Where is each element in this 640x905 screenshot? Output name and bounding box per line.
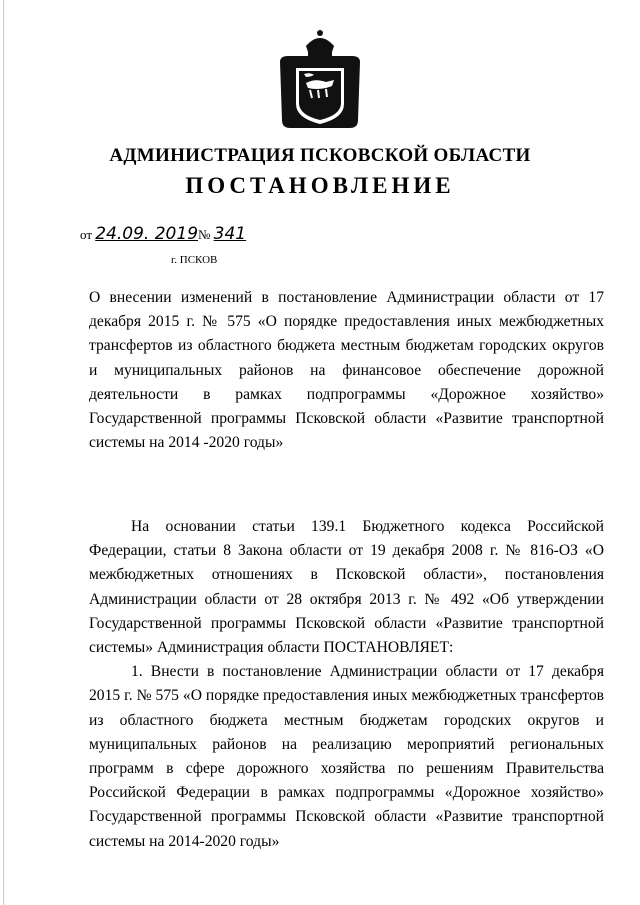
document-title: О внесении изменений в постановление Администрации области от 17 декабря 2015 г. № 575 «О порядке предоставления иных межбюджетных трансфертов из областного бюджета местным бюджетам городских округов и муниципальных районов на финансовое обеспечение дорожной деятельности в рамках подпрограммы «Дорожное хозяйство» Государственной программы Псковской области «Развитие транспортной системы на 2014 -2020 годы» bbox=[89, 289, 604, 452]
document-number: 341 bbox=[213, 224, 247, 244]
preamble-paragraph: На основании статьи 139.1 Бюджетного кодекса Российской Федерации, статьи 8 Закона области от 19 декабря 2008 г. № 816-ОЗ «О межбюджетных отношениях в Псковской области», постановления Администрации области от 28 октября 2013 г. № 492 «Об утверждении Государственной программы Псковской области «Развитие транспортной системы» Администрация области ПОСТАНОВЛЯЕТ: bbox=[89, 518, 604, 657]
scan-edge-line bbox=[3, 0, 4, 905]
document-date: 24.09. 2019 bbox=[95, 224, 199, 244]
city-name: г. ПСКОВ bbox=[171, 254, 218, 266]
pskov-coat-of-arms-icon bbox=[270, 28, 370, 133]
number-prefix: № bbox=[198, 227, 211, 242]
date-number-line bbox=[80, 224, 246, 244]
item-1-paragraph: 1. Внести в постановление Администрации области от 17 декабря 2015 г. № 575 «О порядке предоставления иных межбюджетных трансфертов из областного бюджета местным бюджетам городских округов и муниципальных районов на реализацию мероприятий региональных программ в сфере дорожного хозяйства по решениям Правительства Российской Федерации в рамках подпрограммы «Дорожное хозяйство» Государственной программы Псковской области «Развитие транспортной системы на 2014-2020 годы» bbox=[89, 663, 604, 850]
document-body bbox=[89, 515, 604, 854]
organization-name: АДМИНИСТРАЦИЯ ПСКОВСКОЙ ОБЛАСТИ bbox=[109, 145, 531, 166]
date-prefix: от bbox=[80, 227, 93, 242]
document-type: ПОСТАНОВЛЕНИЕ bbox=[185, 173, 455, 198]
